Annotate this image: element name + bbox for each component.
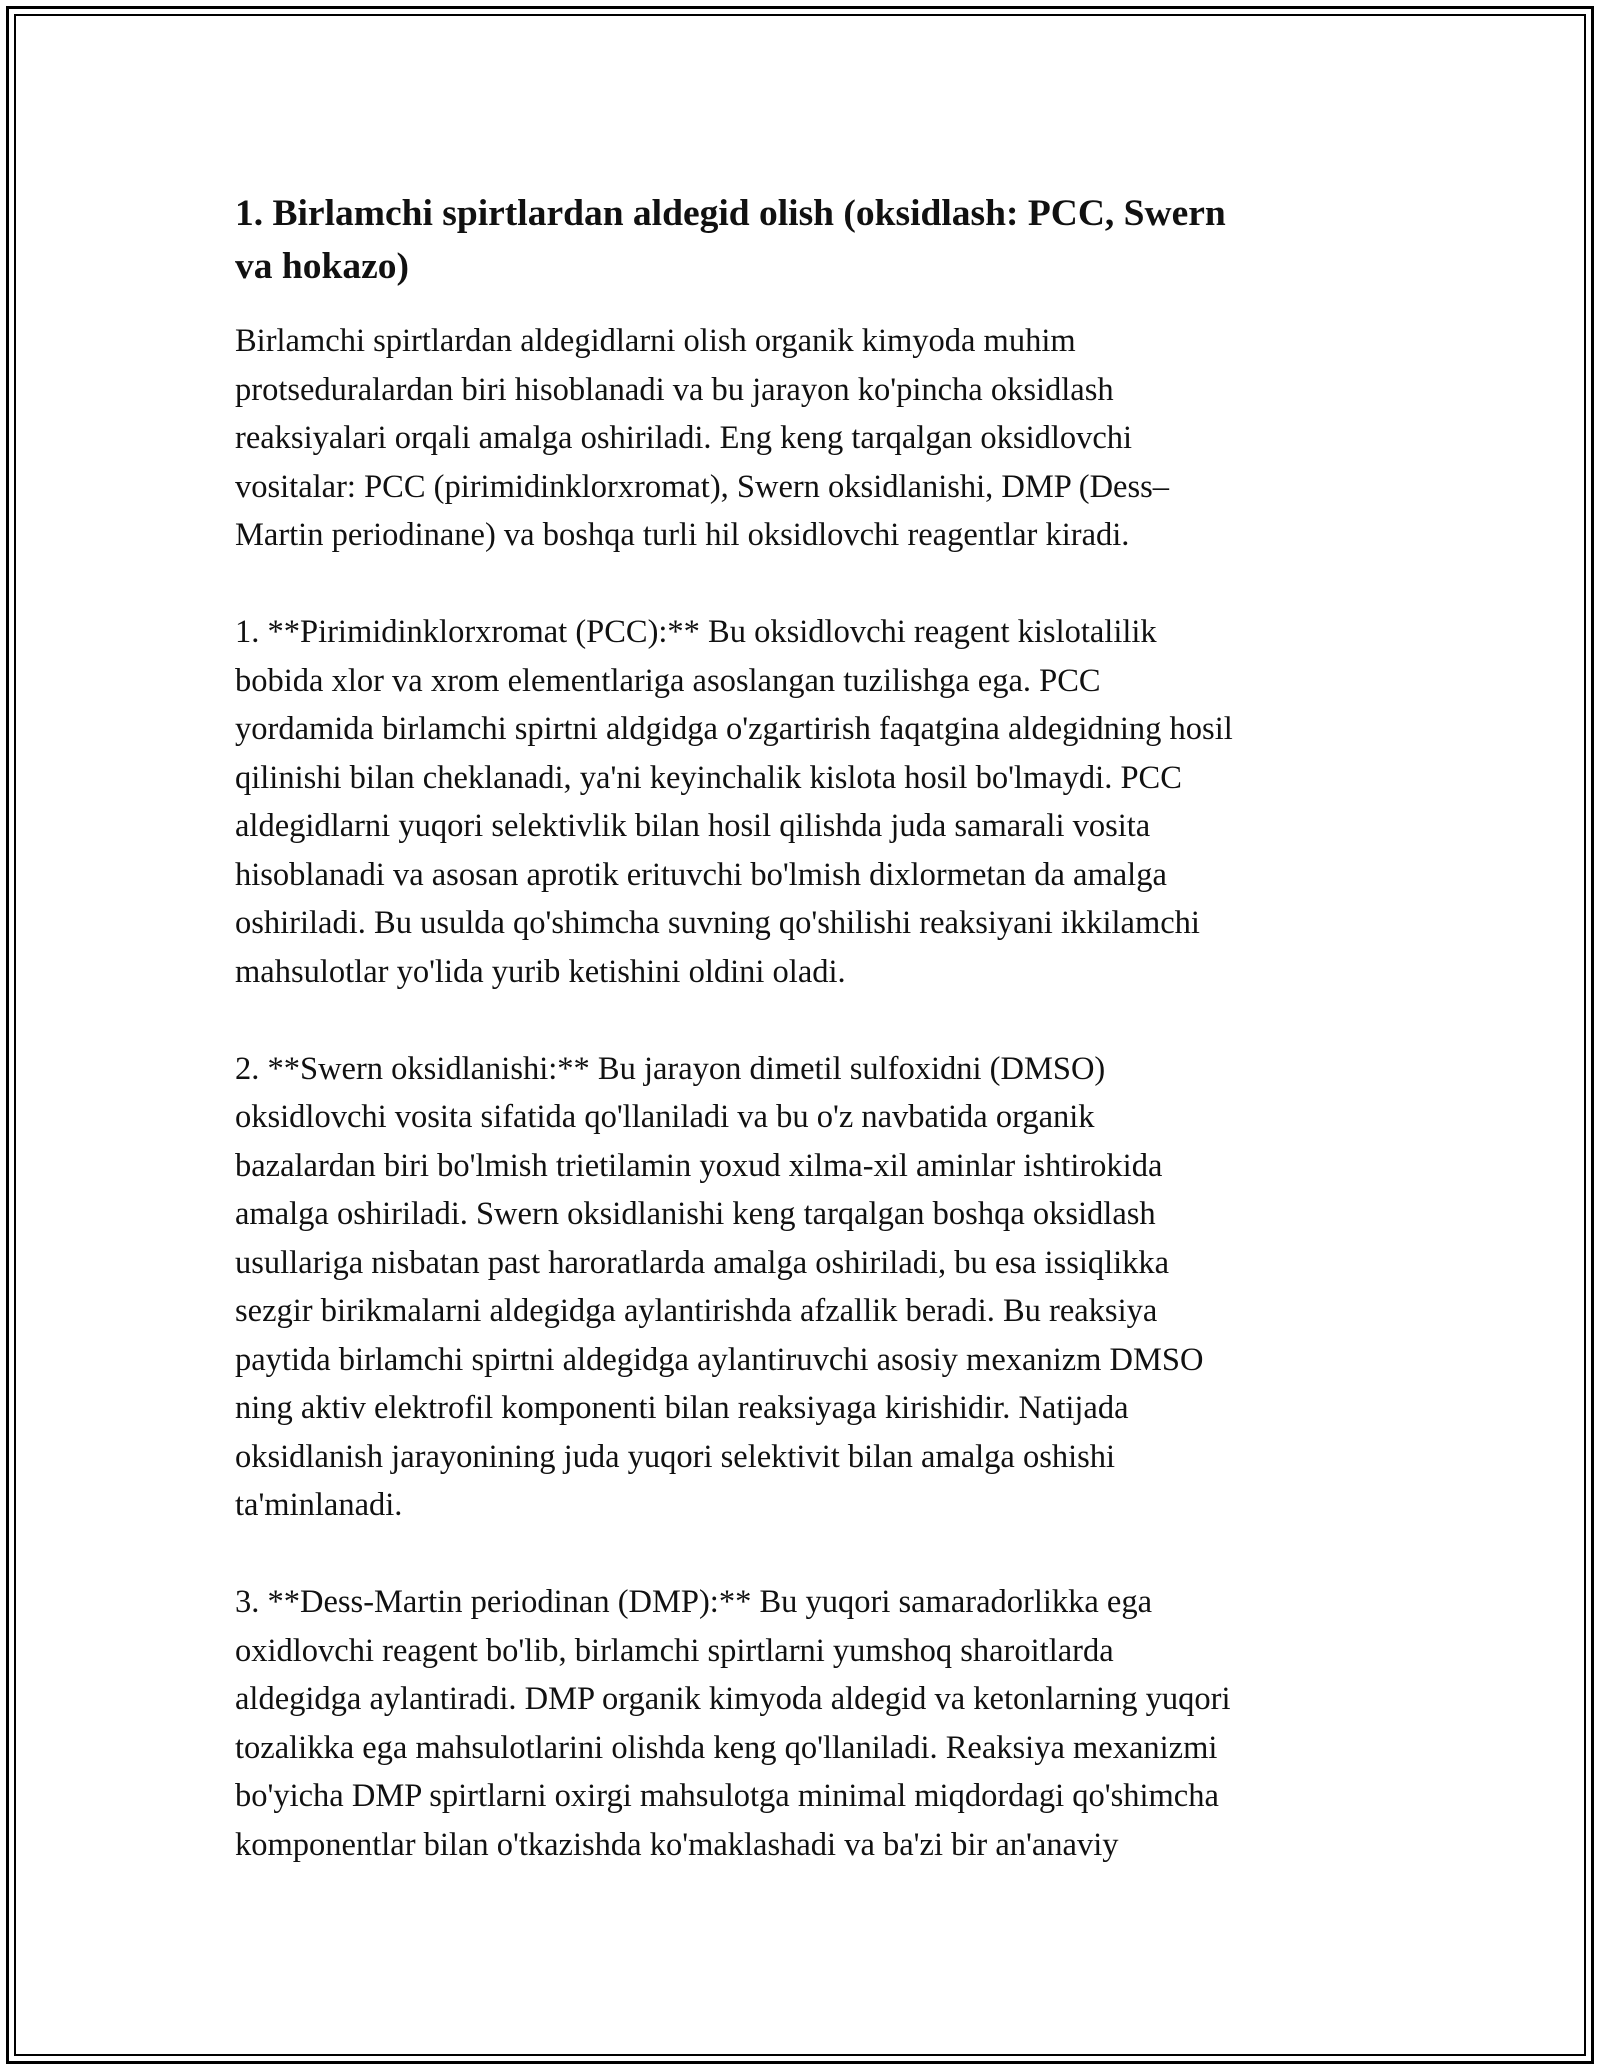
text-line: 1. **Pirimidinklorxromat (PCC):** Bu oksidlovchi reagent kislotalilik — [235, 614, 1157, 650]
text-line: 2. **Swern oksidlanishi:** Bu jarayon dimetil sulfoxidni (DMSO) — [235, 1050, 1106, 1087]
text-line: bazalardan biri bo'lmish trietilamin yoxud xilma-xil aminlar ishtirokida — [235, 1147, 1163, 1184]
pcc-paragraph — [235, 608, 1385, 996]
text-line: qilinishi bilan cheklanadi, ya'ni keyinchalik kislota hosil bo'lmaydi. PCC — [235, 759, 1182, 796]
text-line: oxidlovchi reagent bo'lib, birlamchi spirtlarni yumshoq sharoitlarda — [235, 1632, 1114, 1669]
text-line: ta'minlanadi. — [235, 1487, 403, 1523]
text-line: yordamida birlamchi spirtni aldgidga o'zgartirish faqatgina aldegidning hosil — [235, 711, 1233, 747]
dmp-paragraph — [235, 1578, 1385, 1869]
text-line: oksidlanish jarayonining juda yuqori selektivit bilan amalga oshishi — [235, 1438, 1116, 1475]
paragraph-spacer — [235, 1530, 1385, 1579]
text-line: oksidlovchi vosita sifatida qo'llaniladi va bu o'z navbatida organik — [235, 1099, 1095, 1135]
section-heading — [235, 188, 1385, 293]
text-line: sezgir birikmalarni aldegidga aylantirishda afzallik beradi. Bu reaksiya — [235, 1293, 1158, 1329]
swern-paragraph — [235, 1045, 1385, 1530]
text-line: bo'yicha DMP spirtlarni oxirgi mahsulotga minimal miqdordagi qo'shimcha — [235, 1778, 1219, 1814]
document-body — [235, 188, 1385, 1869]
text-line: bobida xlor va xrom elementlariga asoslangan tuzilishga ega. PCC — [235, 662, 1101, 699]
text-line: paytida birlamchi spirtni aldegidga aylantiruvchi asosiy mexanizm DMSO — [235, 1341, 1204, 1378]
text-line: aldegidlarni yuqori selektivlik bilan hosil qilishda juda samarali vosita — [235, 808, 1151, 844]
document-text — [235, 317, 1385, 1869]
text-line: usullariga nisbatan past haroratlarda amalga oshiriladi, bu esa issiqlikka — [235, 1244, 1170, 1281]
intro-paragraph — [235, 317, 1385, 560]
text-line: tozalikka ega mahsulotlarini olishda keng qo'llaniladi. Reaksiya mexanizmi — [235, 1729, 1218, 1766]
text-line: vositalar: PCC (pirimidinklorxromat), Swern oksidlanishi, DMP (Dess– — [235, 468, 1170, 505]
heading-line: va hokazo) — [235, 245, 409, 287]
text-line: Birlamchi spirtlardan aldegidlarni olish organik kimyoda muhim — [235, 323, 1076, 359]
text-line: protseduralardan biri hisoblanadi va bu jarayon ko'pincha oksidlash — [235, 371, 1114, 408]
text-line: oshiriladi. Bu usulda qo'shimcha suvning qo'shilishi reaksiyani ikkilamchi — [235, 905, 1200, 941]
text-line: ning aktiv elektrofil komponenti bilan reaksiyaga kirishidir. Natijada — [235, 1390, 1129, 1426]
text-line: Martin periodinane) va boshqa turli hil oksidlovchi reagentlar kiradi. — [235, 517, 1130, 553]
text-line: mahsulotlar yo'lida yurib ketishini oldini oladi. — [235, 953, 846, 990]
text-line: amalga oshiriladi. Swern oksidlanishi keng tarqalgan boshqa oksidlash — [235, 1196, 1156, 1232]
paragraph-spacer — [235, 996, 1385, 1045]
text-line: komponentlar bilan o'tkazishda ko'maklashadi va ba'zi bir an'anaviy — [235, 1826, 1119, 1863]
paragraph-spacer — [235, 560, 1385, 609]
text-line: aldegidga aylantiradi. DMP organik kimyoda aldegid va ketonlarning yuqori — [235, 1681, 1231, 1717]
heading-line: 1. Birlamchi spirtlardan aldegid olish (oksidlash: PCC, Swern — [235, 193, 1226, 234]
text-line: reaksiyalari orqali amalga oshiriladi. Eng keng tarqalgan oksidlovchi — [235, 420, 1133, 456]
text-line: 3. **Dess-Martin periodinan (DMP):** Bu yuqori samaradorlikka ega — [235, 1584, 1153, 1620]
text-line: hisoblanadi va asosan aprotik erituvchi bo'lmish dixlormetan da amalga — [235, 856, 1167, 893]
